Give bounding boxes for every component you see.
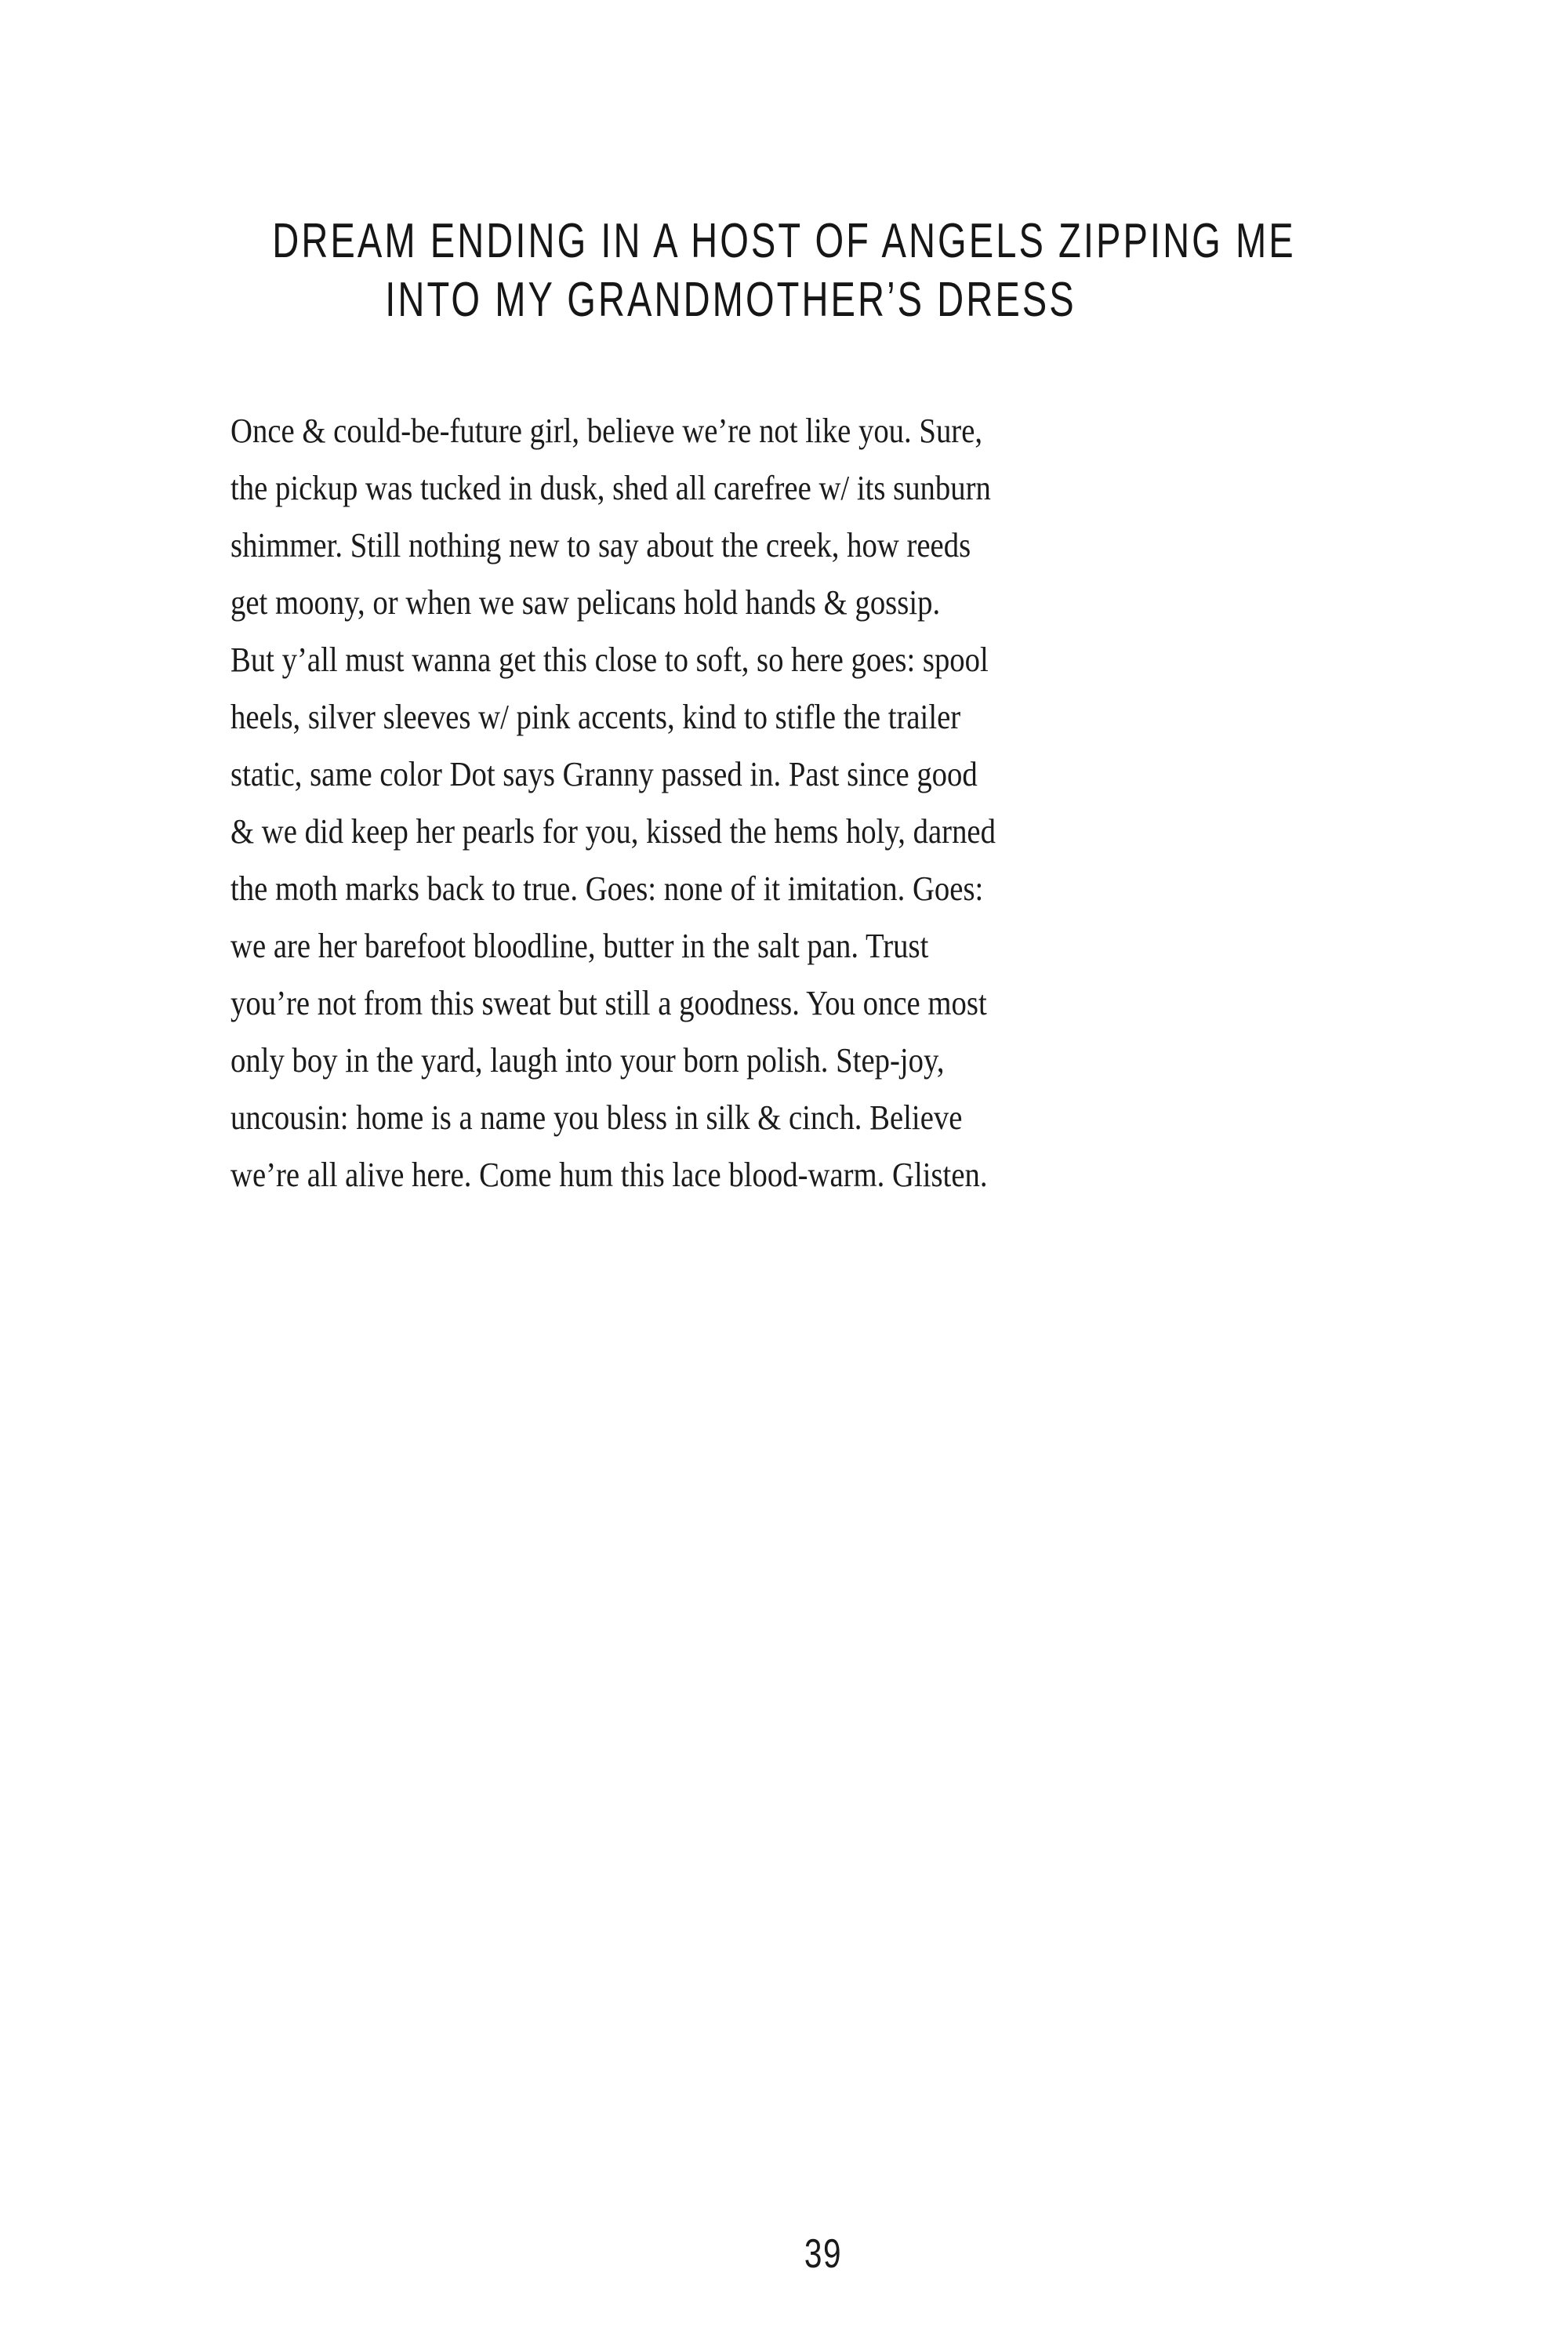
poem-line: heels, silver sleeves w/ pink accents, kind to stifle the trailer bbox=[230, 698, 961, 736]
poem-line: But y’all must wanna get this close to soft, so here goes: spool bbox=[230, 641, 989, 679]
poem-line: & we did keep her pearls for you, kissed the hems holy, darned bbox=[230, 812, 996, 851]
page-number: 39 bbox=[804, 2231, 843, 2277]
poem-line: only boy in the yard, laugh into your born polish. Step-joy, bbox=[230, 1041, 945, 1080]
poem-title-line-2: INTO MY GRANDMOTHER’S DRESS bbox=[385, 273, 1076, 327]
poem-title-line-1: DREAM ENDING IN A HOST OF ANGELS ZIPPING ME bbox=[272, 214, 1296, 268]
poem-line: Once & could-be-future girl, believe we’re not like you. Sure, bbox=[230, 412, 983, 450]
poem-line: the pickup was tucked in dusk, shed all carefree w/ its sunburn bbox=[230, 469, 991, 507]
poem-line: get moony, or when we saw pelicans hold hands & gossip. bbox=[230, 583, 941, 622]
poem-line: shimmer. Still nothing new to say about the creek, how reeds bbox=[230, 526, 971, 564]
poem-line: you’re not from this sweat but still a goodness. You once most bbox=[230, 984, 987, 1022]
poem-line: we’re all alive here. Come hum this lace blood-warm. Glisten. bbox=[230, 1156, 988, 1194]
poem-body bbox=[230, 402, 996, 1203]
poem-line: static, same color Dot says Granny passed in. Past since good bbox=[230, 755, 978, 793]
poem-line: the moth marks back to true. Goes: none of it imitation. Goes: bbox=[230, 869, 984, 908]
poem-line: we are her barefoot bloodline, butter in the salt pan. Trust bbox=[230, 927, 929, 965]
poem-line: uncousin: home is a name you bless in silk & cinch. Believe bbox=[230, 1098, 963, 1137]
